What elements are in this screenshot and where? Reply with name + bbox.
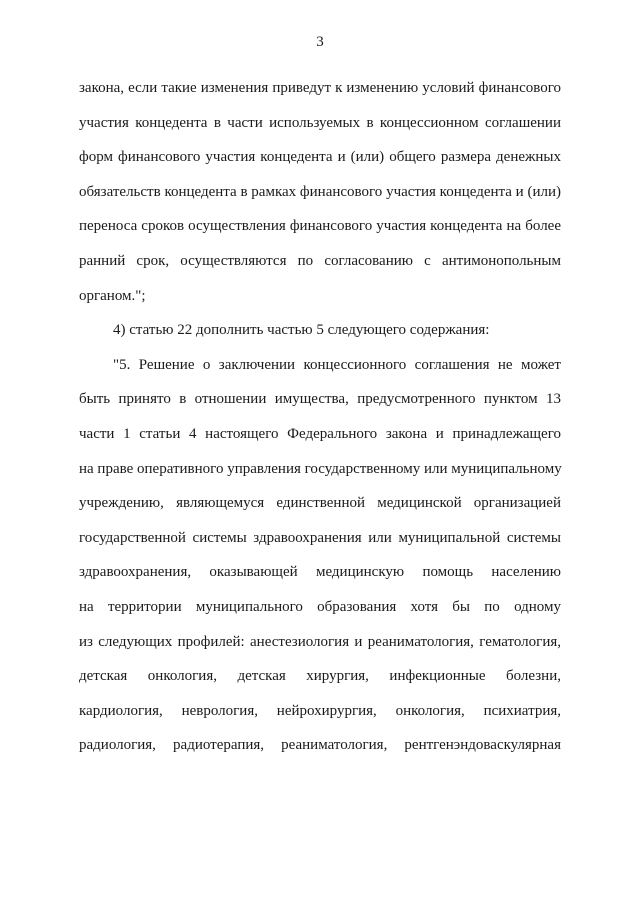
text-line: на праве оперативного управления государственному или муниципальному (79, 460, 562, 477)
text-line: на территории муниципального образования хотя бы по одному (79, 598, 561, 615)
text-line: органом."; (79, 287, 146, 304)
text-line: части 1 статьи 4 настоящего Федерального закона и принадлежащего (79, 425, 561, 442)
document-body (79, 71, 561, 763)
page-number: 3 (316, 34, 324, 50)
text-line: переноса сроков осуществления финансового участия концедента на более (79, 218, 561, 235)
text-line: здравоохранения, оказывающей медицинскую помощь населению (79, 564, 561, 581)
text-line: детская онкология, детская хирургия, инфекционные болезни, (79, 668, 561, 685)
text-line: участия концедента в части используемых в концессионном соглашении (79, 114, 561, 131)
text-line: ранний срок, осуществляются по согласованию с антимонопольным (79, 252, 561, 269)
text-line: учреждению, являющемуся единственной медицинской организацией (79, 495, 561, 512)
text-line: форм финансового участия концедента и (или) общего размера денежных (79, 149, 561, 166)
text-line: радиология, радиотерапия, реаниматология, рентгенэндоваскулярная (79, 737, 561, 754)
text-line: закона, если такие изменения приведут к изменению условий финансового (79, 80, 561, 96)
text-line: 4) статью 22 дополнить частью 5 следующего содержания: (113, 322, 490, 339)
text-line: "5. Решение о заключении концессионного соглашения не может (113, 356, 561, 373)
text-line: обязательств концедента в рамках финансового участия концедента и (или) (79, 183, 561, 200)
text-line: государственной системы здравоохранения или муниципальной системы (79, 529, 561, 546)
text-line: кардиология, неврология, нейрохирургия, онкология, психиатрия, (79, 702, 561, 719)
text-line: из следующих профилей: анестезиология и реаниматология, гематология, (79, 633, 561, 650)
text-line: быть принято в отношении имущества, предусмотренного пунктом 13 (79, 391, 561, 408)
